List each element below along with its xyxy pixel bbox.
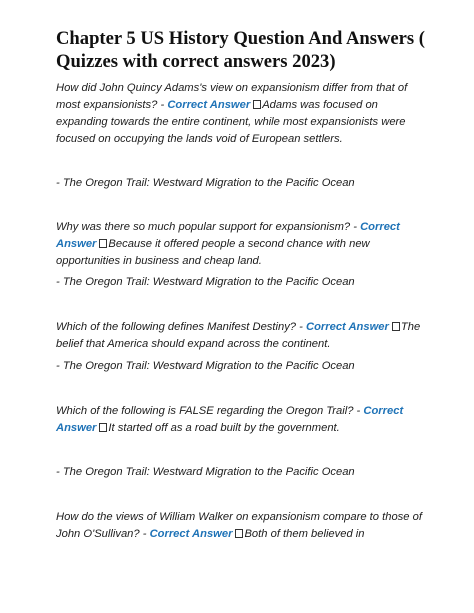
answer-3-text: The belief that America should expand across the continent. <box>56 321 421 350</box>
source-4: - The Oregon Trail: Westward Migration to the Pacific Ocean <box>56 466 355 478</box>
checkbox-glyph-icon <box>235 529 243 538</box>
answer-5-text: Both of them believed in <box>244 528 365 540</box>
checkbox-glyph-icon <box>392 322 400 331</box>
correct-answer-label: Correct Answer <box>167 99 251 111</box>
question-2-text: Why was there so much popular support for expansionism? - <box>56 221 361 233</box>
checkbox-glyph-icon <box>99 423 107 432</box>
source-3: - The Oregon Trail: Westward Migration to the Pacific Ocean <box>56 360 355 372</box>
question-4-text: Which of the following is FALSE regarding the Oregon Trail? - <box>56 405 364 417</box>
correct-answer-label: Correct Answer <box>305 321 389 333</box>
correct-answer-label: Correct Answer <box>56 221 400 250</box>
checkbox-glyph-icon <box>253 100 261 109</box>
answer-1-text: Adams was focused on expanding towards the entire continent, while most expansionists were focused on occupying the lands void of European settlers. <box>56 99 406 145</box>
question-1 <box>56 80 426 148</box>
question-2 <box>56 219 426 270</box>
question-5-text: How do the views of William Walker on expansionism compare to those of John O'Sullivan? - <box>56 511 422 540</box>
question-3-text: Which of the following defines Manifest Destiny? - <box>56 321 306 333</box>
document-title: Chapter 5 US History Question And Answers ( Quizzes with correct answers 2023) <box>56 28 425 72</box>
source-2: - The Oregon Trail: Westward Migration to the Pacific Ocean <box>56 276 355 288</box>
correct-answer-label: Correct Answer <box>149 528 233 540</box>
question-1-text: How did John Quincy Adams's view on expansionism differ from that of most expansionists? - <box>56 82 408 111</box>
correct-answer-label: Correct Answer <box>56 405 404 434</box>
question-3 <box>56 319 426 353</box>
answer-4-text: It started off as a road built by the government. <box>108 422 340 434</box>
checkbox-glyph-icon <box>99 239 107 248</box>
question-5 <box>56 509 426 543</box>
source-1: - The Oregon Trail: Westward Migration to the Pacific Ocean <box>56 177 355 189</box>
answer-2-text: Because it offered people a second chance with new opportunities in business and cheap land. <box>56 238 370 267</box>
question-4 <box>56 403 426 437</box>
